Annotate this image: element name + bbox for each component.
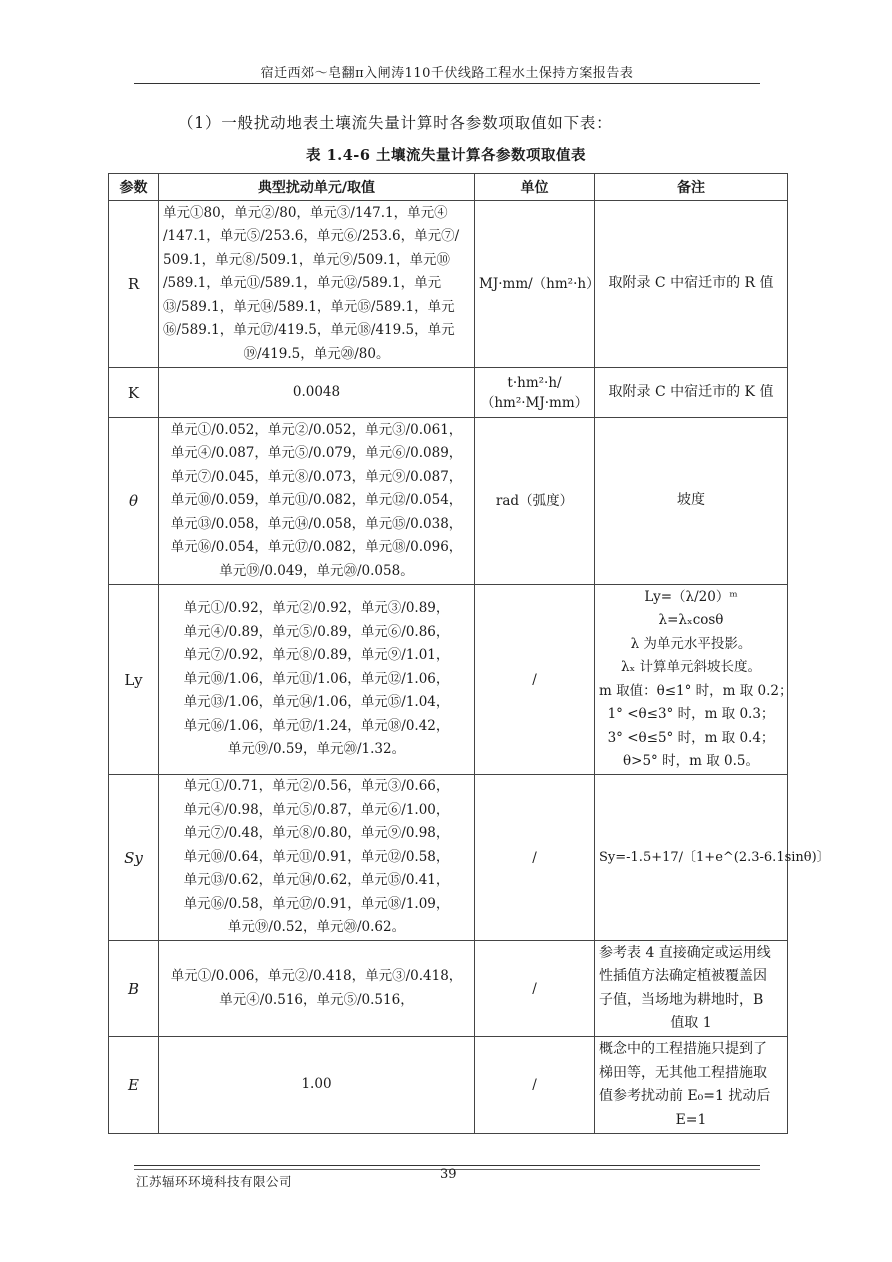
value-line: /147.1，单元⑤/253.6，单元⑥/253.6，单元⑦/ [163, 228, 460, 245]
value-line: 单元⑲/0.59，单元⑳/1.32。 [227, 741, 406, 758]
table-row [109, 201, 788, 368]
value-line: 单元⑬/0.62，单元⑭/0.62，单元⑮/0.41， [183, 872, 450, 889]
value-line: 1.00 [301, 1076, 332, 1093]
value-line: 单元⑬/0.058，单元⑭/0.058，单元⑮/0.038， [170, 515, 463, 532]
footer-rule [134, 1165, 760, 1166]
value-line: 单元④/0.516，单元⑤/0.516， [219, 991, 414, 1008]
parameter-table [108, 173, 830, 1134]
value-line: 单元⑩/1.06，单元⑪/1.06，单元⑫/1.06， [183, 670, 450, 687]
table-row [109, 585, 788, 775]
unit-line: / [532, 980, 537, 997]
note-line: 概念中的工程措施只提到了 [599, 1041, 767, 1057]
value-line: ⑯/589.1，单元⑰/419.5，单元⑱/419.5，单元 [163, 322, 455, 339]
header-note: 备注 [595, 174, 788, 201]
unit-cell [475, 368, 595, 418]
note-line: 坡度 [677, 492, 705, 509]
value-line: 单元⑯/0.58，单元⑰/0.91，单元⑱/1.09， [183, 895, 450, 912]
table-row [109, 775, 788, 941]
intro-paragraph: （1）一般扰动地表土壤流失量计算时各参数项取值如下表： [178, 114, 613, 132]
unit-cell [475, 585, 595, 775]
value-line: 单元①/0.052，单元②/0.052，单元③/0.061， [170, 421, 463, 438]
page-number: 39 [440, 1167, 457, 1182]
value-line: 单元⑩/0.059，单元⑪/0.082，单元⑫/0.054， [170, 492, 463, 509]
table-header-row [109, 174, 788, 201]
unit-cell [475, 418, 595, 585]
table-caption: 表 1.4-6 土壤流失量计算各参数项取值表 [306, 147, 586, 164]
value-line: 单元⑲/0.049，单元⑳/0.058。 [219, 562, 414, 579]
values-cell [159, 775, 475, 941]
note-line: 值参考扰动前 E₀=1 扰动后 [599, 1088, 771, 1104]
note-cell [595, 201, 788, 368]
note-cell [595, 941, 788, 1037]
value-line: 单元⑬/1.06，单元⑭/1.06，单元⑮/1.04， [183, 694, 450, 711]
note-cell [595, 775, 830, 941]
param-cell: Ly [109, 585, 159, 775]
values-cell [159, 1037, 475, 1134]
note-cell [595, 368, 788, 418]
unit-line: t·hm²·h/ [507, 374, 562, 391]
unit-line: rad（弧度） [495, 493, 574, 509]
values-cell [159, 941, 475, 1037]
note-line: 子值，当场地为耕地时，B [599, 991, 764, 1008]
values-cell [159, 368, 475, 418]
values-cell [159, 418, 475, 585]
unit-cell [475, 201, 600, 368]
table-row [109, 418, 788, 585]
value-line: 单元⑲/0.52，单元⑳/0.62。 [227, 919, 406, 936]
header-rule [134, 83, 760, 84]
unit-line: / [532, 671, 537, 688]
value-line: 0.0048 [292, 383, 341, 400]
values-cell [159, 585, 475, 775]
value-line: 单元①/0.92，单元②/0.92，单元③/0.89， [183, 600, 450, 617]
param-cell: E [109, 1037, 159, 1134]
param-cell: Sy [109, 775, 159, 941]
note-cell [595, 418, 788, 585]
note-line: 梯田等，无其他工程措施取 [599, 1064, 767, 1081]
note-cell [595, 1037, 788, 1134]
value-line: 单元①80，单元②/80，单元③/147.1，单元④ [163, 204, 448, 221]
value-line: 单元⑦/0.045，单元⑧/0.073，单元⑨/0.087， [170, 468, 463, 485]
note-line: 参考表 4 直接确定或运用线 [599, 944, 771, 961]
value-line: ⑬/589.1，单元⑭/589.1，单元⑮/589.1，单元 [163, 298, 455, 315]
table-row [109, 941, 788, 1037]
unit-cell [475, 775, 595, 941]
note-cell [595, 585, 793, 775]
param-cell: K [109, 368, 159, 418]
note-line: λ=λₓcosθ [658, 612, 724, 628]
table-row [109, 368, 788, 418]
param-cell: R [109, 201, 159, 368]
unit-line: （hm²·MJ·mm） [480, 394, 589, 411]
value-line: 单元④/0.89，单元⑤/0.89，单元⑥/0.86， [183, 623, 450, 640]
company-name: 江苏辐环环境科技有限公司 [136, 1174, 293, 1189]
note-line: 取附录 C 中宿迁市的 K 值 [608, 383, 774, 400]
note-line: 3° <θ≤5° 时，m 取 0.4； [607, 729, 775, 746]
unit-line: / [532, 1077, 537, 1093]
unit-line: / [532, 849, 537, 866]
value-line: /589.1，单元⑪/589.1，单元⑫/589.1，单元 [163, 275, 442, 292]
value-line: 单元⑩/0.64，单元⑪/0.91，单元⑫/0.58， [183, 848, 450, 865]
value-line: 单元①/0.006，单元②/0.418，单元③/0.418， [170, 968, 463, 984]
header-unit: 单位 [475, 174, 595, 201]
values-cell [159, 201, 475, 368]
page-header-title: 宿迁西郊～皂翻π入闸涛110千伏线路工程水土保持方案报告表 [260, 66, 634, 81]
note-line: λₓ 计算单元斜坡长度。 [620, 659, 762, 675]
value-line: 单元⑯/1.06，单元⑰/1.24，单元⑱/0.42， [183, 717, 450, 734]
value-line: 单元④/0.087，单元⑤/0.079，单元⑥/0.089， [170, 445, 463, 462]
value-line: 509.1，单元⑧/509.1，单元⑨/509.1，单元⑩ [163, 251, 451, 268]
note-line: 值取 1 [670, 1015, 712, 1031]
unit-cell [475, 1037, 595, 1134]
header-param: 参数 [109, 174, 159, 201]
value-line: 单元①/0.71，单元②/0.56，单元③/0.66， [183, 778, 450, 795]
note-line: λ 为单元水平投影。 [630, 635, 752, 652]
param-cell: B [109, 941, 159, 1037]
unit-cell [475, 941, 595, 1037]
param-cell: θ [109, 418, 159, 585]
value-line: 单元⑯/0.054，单元⑰/0.082，单元⑱/0.096， [170, 539, 463, 556]
note-line: E=1 [675, 1111, 707, 1128]
note-line: m 取值：θ≤1° 时，m 取 0.2； [599, 682, 793, 699]
unit-line: MJ·mm/（hm²·h） [479, 276, 600, 292]
note-line: Sy=-1.5+17/〔1+e^(2.3-6.1sinθ)〕 [599, 849, 830, 865]
value-line: 单元⑦/0.92，单元⑧/0.89，单元⑨/1.01， [183, 647, 450, 664]
note-line: θ>5° 时，m 取 0.5。 [623, 753, 759, 769]
value-line: 单元⑦/0.48，单元⑧/0.80，单元⑨/0.98， [183, 825, 450, 842]
value-line: ⑲/419.5，单元⑳/80。 [243, 345, 390, 362]
note-line: 1° <θ≤3° 时，m 取 0.3； [607, 706, 775, 722]
table-row [109, 1037, 788, 1134]
note-line: 性插值方法确定植被覆盖因 [599, 968, 767, 984]
value-line: 单元④/0.98，单元⑤/0.87，单元⑥/1.00， [183, 801, 450, 818]
header-values: 典型扰动单元/取值 [159, 174, 475, 201]
note-line: 取附录 C 中宿迁市的 R 值 [608, 275, 774, 292]
note-line: Ly=（λ/20）ᵐ [644, 588, 738, 605]
